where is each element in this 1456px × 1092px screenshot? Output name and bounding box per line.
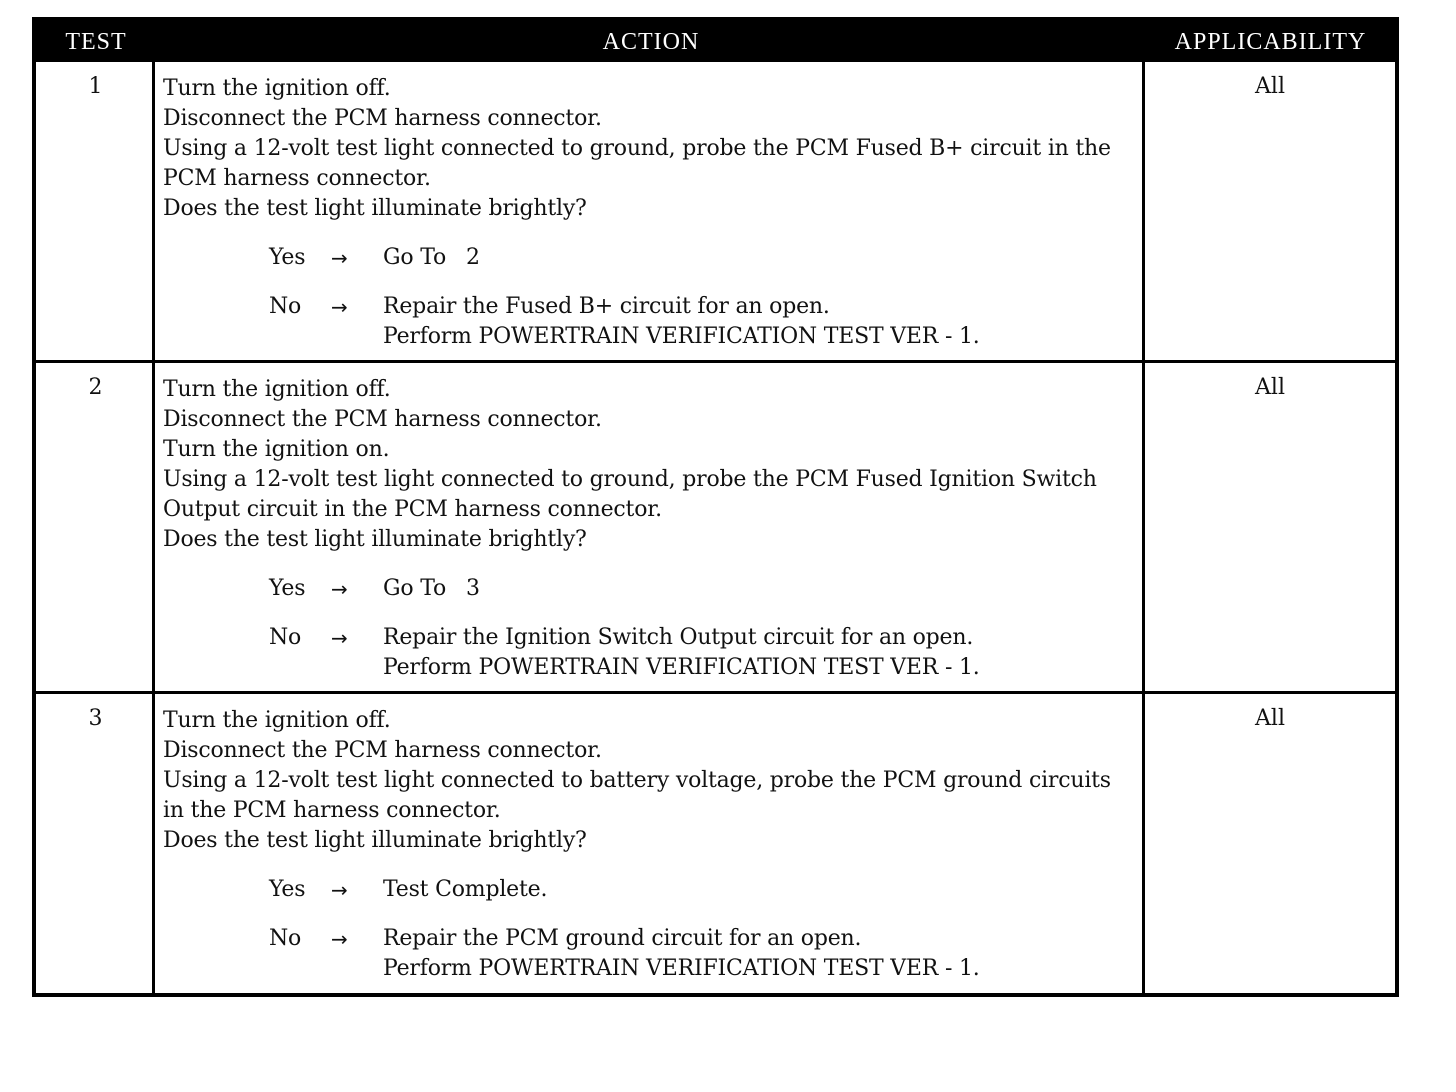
yes-outcome bbox=[163, 243, 1138, 273]
applicability-value: All bbox=[1255, 706, 1285, 731]
table-row bbox=[36, 694, 1395, 997]
test-number: 1 bbox=[88, 74, 103, 99]
action-step: PCM harness connector. bbox=[163, 166, 431, 191]
no-label: No bbox=[269, 294, 302, 319]
no-label: No bbox=[269, 926, 302, 951]
yes-result bbox=[383, 875, 547, 905]
test-complete-text: Test Complete. bbox=[383, 877, 548, 902]
header-action: ACTION bbox=[602, 29, 700, 55]
test-number: 2 bbox=[88, 375, 103, 400]
action-step: Disconnect the PCM harness connector. bbox=[163, 407, 602, 432]
action-step: Using a 12-volt test light connected to battery voltage, probe the PCM ground circuits bbox=[163, 768, 1111, 793]
yes-label: Yes bbox=[269, 877, 306, 902]
repair-instruction: Repair the Fused B+ circuit for an open. bbox=[383, 294, 830, 319]
right-arrow-icon: → bbox=[331, 626, 348, 650]
table-row bbox=[36, 363, 1395, 691]
no-outcome bbox=[163, 924, 1138, 984]
right-arrow-icon: → bbox=[331, 295, 348, 319]
yes-result bbox=[383, 574, 480, 604]
action-cell bbox=[163, 706, 1138, 984]
right-arrow-icon: → bbox=[331, 577, 348, 601]
right-arrow-icon: → bbox=[331, 878, 348, 902]
action-step: Turn the ignition off. bbox=[163, 76, 391, 101]
verification-instruction: Perform POWERTRAIN VERIFICATION TEST VER - 1. bbox=[383, 655, 980, 680]
repair-instruction: Repair the PCM ground circuit for an open. bbox=[383, 926, 862, 951]
no-result bbox=[383, 623, 980, 683]
yes-label: Yes bbox=[269, 576, 306, 601]
test-number: 3 bbox=[88, 706, 103, 731]
applicability-value: All bbox=[1255, 74, 1285, 99]
action-cell bbox=[163, 74, 1138, 352]
yes-label: Yes bbox=[269, 245, 306, 270]
right-arrow-icon: → bbox=[331, 246, 348, 270]
yes-outcome bbox=[163, 875, 1138, 905]
action-cell bbox=[163, 375, 1138, 683]
no-result bbox=[383, 924, 980, 984]
repair-instruction: Repair the Ignition Switch Output circuit for an open. bbox=[383, 625, 974, 650]
action-step: Does the test light illuminate brightly? bbox=[163, 828, 587, 853]
yes-outcome bbox=[163, 574, 1138, 604]
action-step: Disconnect the PCM harness connector. bbox=[163, 106, 602, 131]
yes-result bbox=[383, 243, 480, 273]
header-test: TEST bbox=[65, 29, 127, 55]
no-outcome bbox=[163, 292, 1138, 352]
verification-instruction: Perform POWERTRAIN VERIFICATION TEST VER - 1. bbox=[383, 324, 980, 349]
action-step: Disconnect the PCM harness connector. bbox=[163, 738, 602, 763]
action-step: Using a 12-volt test light connected to ground, probe the PCM Fused Ignition Switch bbox=[163, 467, 1097, 492]
goto-test-link[interactable]: 2 bbox=[466, 245, 480, 270]
action-step: Using a 12-volt test light connected to ground, probe the PCM Fused B+ circuit in the bbox=[163, 136, 1111, 161]
action-step: Turn the ignition off. bbox=[163, 708, 391, 733]
action-step: Does the test light illuminate brightly? bbox=[163, 196, 587, 221]
action-step: Does the test light illuminate brightly? bbox=[163, 527, 587, 552]
action-step: Turn the ignition off. bbox=[163, 377, 391, 402]
right-arrow-icon: → bbox=[331, 927, 348, 951]
goto-text: Go To bbox=[383, 245, 447, 270]
action-step: Turn the ignition on. bbox=[163, 437, 390, 462]
goto-test-link[interactable]: 3 bbox=[466, 576, 480, 601]
no-outcome bbox=[163, 623, 1138, 683]
header-applicability: APPLICABILITY bbox=[1174, 29, 1367, 55]
action-step: Output circuit in the PCM harness connector. bbox=[163, 497, 662, 522]
applicability-value: All bbox=[1255, 375, 1285, 400]
goto-text: Go To bbox=[383, 576, 447, 601]
verification-instruction: Perform POWERTRAIN VERIFICATION TEST VER - 1. bbox=[383, 956, 980, 981]
table-row bbox=[36, 62, 1395, 360]
action-step: in the PCM harness connector. bbox=[163, 798, 501, 823]
no-label: No bbox=[269, 625, 302, 650]
table-header bbox=[36, 21, 1395, 62]
diagnostic-test-table bbox=[32, 17, 1399, 997]
no-result bbox=[383, 292, 980, 352]
